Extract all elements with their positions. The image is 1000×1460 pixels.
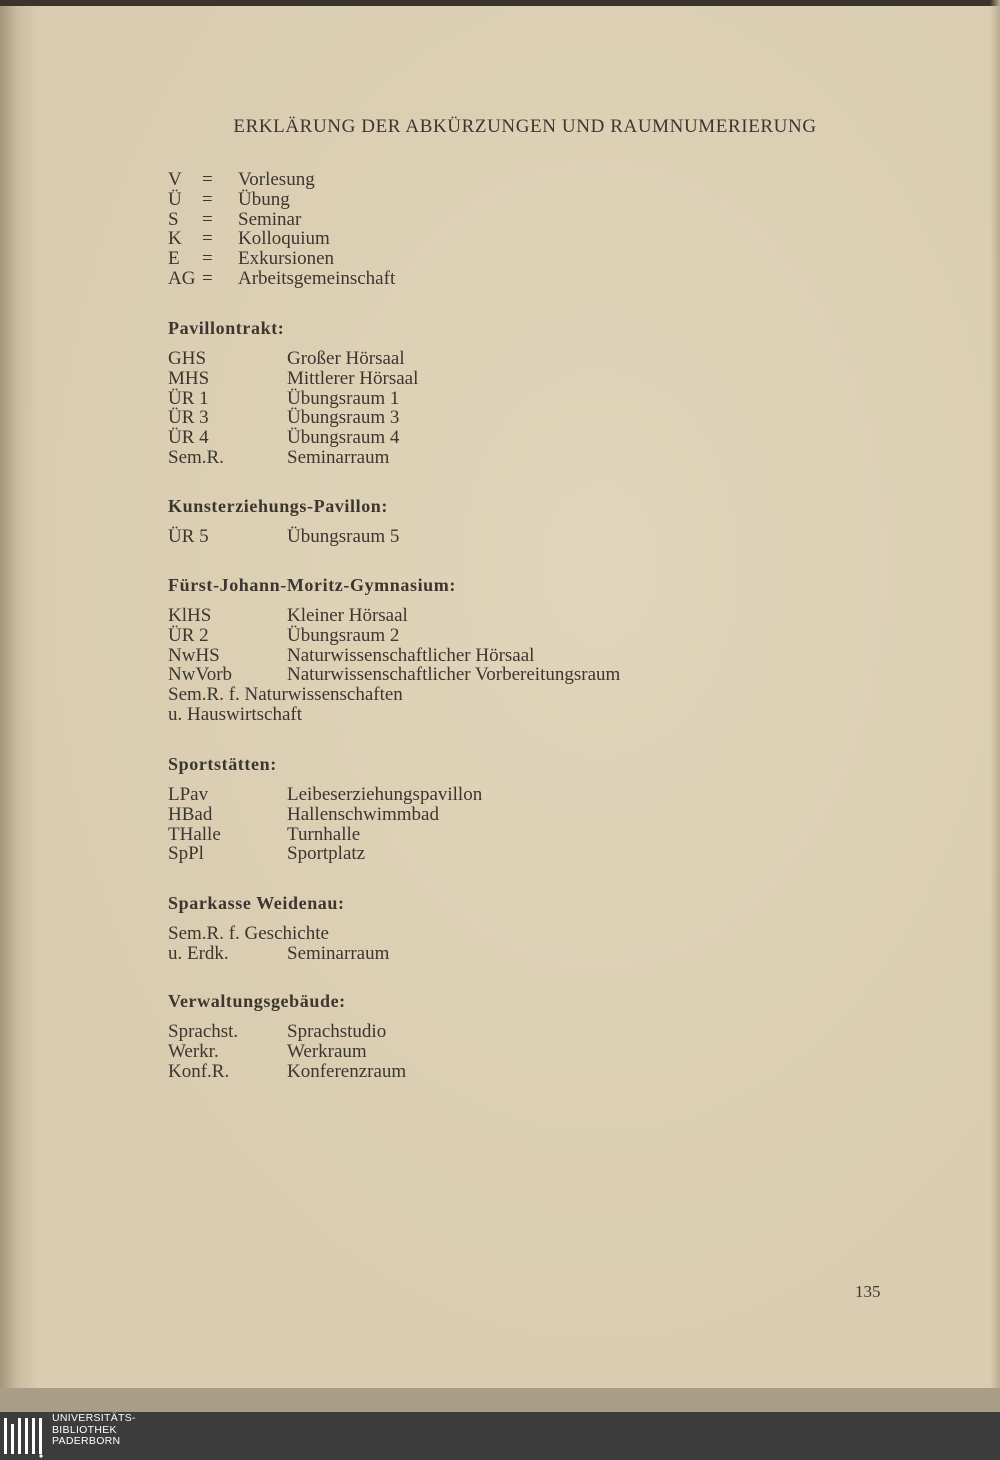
equals-sign: = xyxy=(202,248,213,270)
page-title: ERKLÄRUNG DER ABKÜRZUNGEN UND RAUMNUMERIERUNG xyxy=(233,116,817,137)
room-description: Sem.R. f. Geschichte xyxy=(168,923,329,944)
section-heading: Sportstätten: xyxy=(168,754,277,774)
abbreviation-meaning: Seminar xyxy=(238,208,302,230)
room-row xyxy=(168,369,418,389)
room-name: Kleiner Hörsaal xyxy=(287,605,408,626)
room-code: KlHS xyxy=(168,605,212,626)
room-name: Übungsraum 2 xyxy=(287,624,400,646)
section-sparkasse-weidenau xyxy=(168,893,389,964)
room-code: MHS xyxy=(168,367,210,389)
room-name: Großer Hörsaal xyxy=(287,348,405,369)
room-row xyxy=(168,606,620,626)
section-verwaltungsgebaeude xyxy=(168,991,406,1081)
room-row xyxy=(168,665,620,685)
library-logo-text xyxy=(52,1413,136,1448)
section-heading: Verwaltungsgebäude: xyxy=(168,991,346,1011)
room-name: Sportplatz xyxy=(287,843,366,865)
abbreviation-meaning: Exkursionen xyxy=(238,248,335,270)
scan-bottom-edge xyxy=(0,1388,1000,1412)
equals-sign: = xyxy=(202,188,213,210)
abbreviation-meaning: Arbeitsgemeinschaft xyxy=(238,267,396,289)
room-row xyxy=(168,408,418,428)
room-code: NwHS xyxy=(168,644,220,666)
room-code: Konf.R. xyxy=(168,1060,230,1082)
abbreviation-row xyxy=(168,210,395,230)
abbreviation-meaning: Vorlesung xyxy=(238,169,315,190)
equals-sign: = xyxy=(202,228,213,250)
abbreviation-code: E xyxy=(168,248,180,270)
room-code: SpPl xyxy=(168,843,204,865)
room-description: u. Hauswirtschaft xyxy=(168,703,303,725)
room-name: Übungsraum 5 xyxy=(287,526,400,547)
room-code: ÜR 1 xyxy=(168,387,209,409)
abbreviation-code: Ü xyxy=(168,188,182,210)
room-code: GHS xyxy=(168,348,207,369)
room-code: ÜR 3 xyxy=(168,407,209,429)
room-row xyxy=(168,1062,406,1082)
room-row xyxy=(168,785,482,805)
section-kunsterziehungs-pavillon xyxy=(168,496,399,547)
room-name: Naturwissenschaftlicher Vorbereitungsraum xyxy=(287,664,621,686)
room-list xyxy=(168,527,399,547)
room-name: Werkraum xyxy=(287,1040,367,1062)
library-logo-icon xyxy=(2,1414,44,1458)
room-name: Seminarraum xyxy=(287,446,390,468)
room-code: Werkr. xyxy=(168,1040,219,1062)
section-heading: Sparkasse Weidenau: xyxy=(168,893,345,913)
room-row xyxy=(168,705,620,725)
room-name: Konferenzraum xyxy=(287,1060,407,1082)
room-list xyxy=(168,606,620,725)
section-heading: Pavillontrakt: xyxy=(168,318,285,338)
scan-top-edge xyxy=(0,0,1000,6)
section-heading: Kunsterziehungs-Pavillon: xyxy=(168,496,389,516)
page-number: 135 xyxy=(855,1282,881,1301)
abbreviation-row xyxy=(168,229,395,249)
room-list xyxy=(168,1022,406,1081)
room-name: Leibeserziehungspavillon xyxy=(287,784,483,805)
room-name: Übungsraum 1 xyxy=(287,387,400,409)
library-footer-bar xyxy=(0,1412,1000,1460)
room-list xyxy=(168,924,389,964)
room-row xyxy=(168,805,482,825)
library-logo-line: PADERBORN xyxy=(52,1435,121,1447)
room-row xyxy=(168,1042,406,1062)
room-name: Turnhalle xyxy=(287,823,361,845)
room-name: Naturwissenschaftlicher Hörsaal xyxy=(287,644,535,666)
room-code: ÜR 4 xyxy=(168,427,209,449)
room-code: THalle xyxy=(168,823,221,845)
room-code: ÜR 5 xyxy=(168,526,209,547)
equals-sign: = xyxy=(202,169,213,190)
room-code: LPav xyxy=(168,784,209,805)
room-row xyxy=(168,1022,406,1042)
room-name: Übungsraum 3 xyxy=(287,407,400,429)
equals-sign: = xyxy=(202,208,213,230)
room-name: Übungsraum 4 xyxy=(287,427,400,449)
room-name: Seminarraum xyxy=(287,942,390,964)
page-edge-shadow xyxy=(990,0,1000,1412)
room-code: u. Erdk. xyxy=(168,942,229,964)
abbreviation-meaning: Kolloquium xyxy=(238,228,330,250)
room-row xyxy=(168,924,389,944)
abbreviation-meaning: Übung xyxy=(238,188,290,210)
room-row xyxy=(168,825,482,845)
equals-sign: = xyxy=(202,267,213,289)
abbreviation-row xyxy=(168,269,395,289)
room-code: HBad xyxy=(168,803,213,825)
room-row xyxy=(168,428,418,448)
room-row xyxy=(168,844,482,864)
abbreviation-code: S xyxy=(168,208,179,230)
room-row xyxy=(168,944,389,964)
abbreviation-code: AG xyxy=(168,267,196,289)
room-row xyxy=(168,646,620,666)
section-heading: Fürst-Johann-Moritz-Gymnasium: xyxy=(168,575,456,595)
section-gymnasium xyxy=(168,575,620,725)
room-list xyxy=(168,785,482,864)
library-logo-line: BIBLIOTHEK xyxy=(52,1423,117,1436)
room-row xyxy=(168,527,399,547)
room-row xyxy=(168,626,620,646)
abbreviation-list xyxy=(168,170,395,289)
section-pavillontrakt xyxy=(168,318,418,468)
room-row xyxy=(168,685,620,705)
room-name: Hallenschwimmbad xyxy=(287,803,439,825)
room-name: Sprachstudio xyxy=(287,1021,387,1042)
abbreviation-row xyxy=(168,249,395,269)
room-code: Sprachst. xyxy=(168,1021,239,1042)
abbreviation-row xyxy=(168,170,395,190)
room-code: NwVorb xyxy=(168,664,233,686)
abbreviation-code: V xyxy=(168,169,182,190)
section-sportstaetten xyxy=(168,754,482,864)
room-row xyxy=(168,349,418,369)
room-description: Sem.R. f. Naturwissenschaften xyxy=(168,684,403,706)
room-row xyxy=(168,448,418,468)
abbreviation-row xyxy=(168,190,395,210)
room-name: Mittlerer Hörsaal xyxy=(287,367,419,389)
abbreviation-code: K xyxy=(168,228,182,250)
room-code: Sem.R. xyxy=(168,446,224,468)
room-code: ÜR 2 xyxy=(168,624,209,646)
library-logo-line: UNIVERSITÄTS- xyxy=(52,1412,136,1424)
room-row xyxy=(168,389,418,409)
room-list xyxy=(168,349,418,468)
